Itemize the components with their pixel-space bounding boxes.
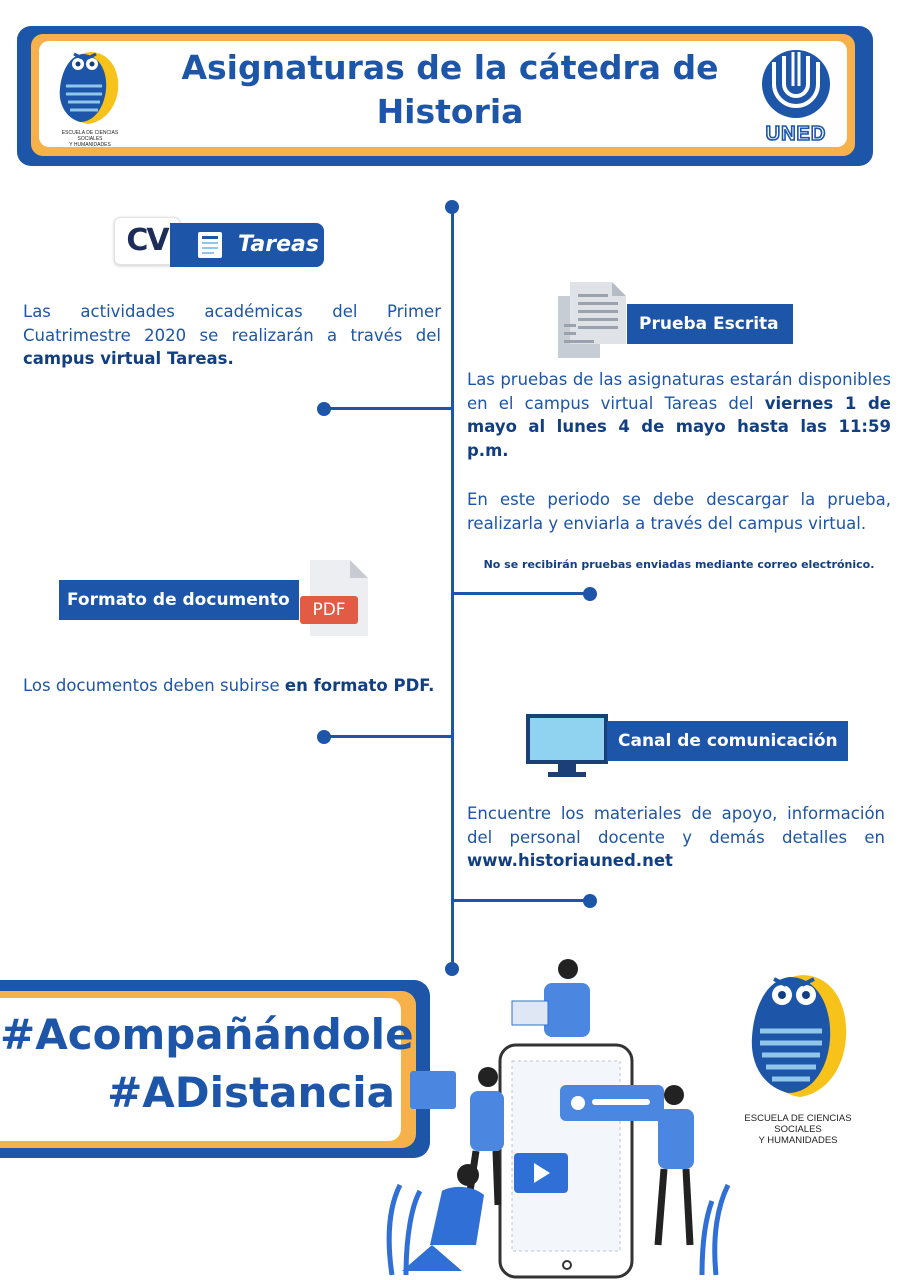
branch-formato-dot xyxy=(317,730,331,744)
left-logo-caption-line2: Y HUMANIDADES xyxy=(69,142,111,148)
people-phone-illustration xyxy=(372,955,752,1280)
footer-owl-logo-icon xyxy=(738,965,858,1105)
owl-logo-icon xyxy=(52,46,128,128)
footer-logo-caption-line2: Y HUMANIDADES xyxy=(758,1135,838,1146)
canal-link-text: www.historiauned.net xyxy=(467,851,673,870)
tareas-text-bold: campus virtual Tareas. xyxy=(23,349,234,368)
timeline-top-dot xyxy=(445,200,459,214)
footer-logo-caption-line1: ESCUELA DE CIENCIAS SOCIALES xyxy=(744,1113,852,1135)
tareas-paragraph xyxy=(23,300,441,371)
timeline-axis xyxy=(451,207,454,970)
prueba-escrita-label: Prueba Escrita xyxy=(627,304,793,344)
prueba-text: Las pruebas de las asignaturas estarán disponibles en el campus virtual Tareas del xyxy=(467,370,891,413)
formato-documento-label: Formato de documento xyxy=(59,580,299,620)
branch-prueba xyxy=(453,592,589,595)
document-icon xyxy=(556,280,628,360)
branch-tareas xyxy=(324,407,452,410)
formato-paragraph xyxy=(23,674,453,698)
canal-comunicacion-label: Canal de comunicación xyxy=(607,721,848,761)
branch-formato xyxy=(324,735,452,738)
footer-logo-caption xyxy=(736,1113,860,1146)
cv-logo-text: CV xyxy=(126,223,168,258)
monitor-icon xyxy=(524,712,610,780)
formato-text: Los documentos deben subirse xyxy=(23,676,285,695)
branch-canal xyxy=(453,899,589,902)
branch-tareas-dot xyxy=(317,402,331,416)
tareas-logo-label: Tareas xyxy=(238,232,319,257)
prueba-text-bold: viernes 1 de mayo al lunes 4 de mayo hasta las 11:59 p.m. xyxy=(467,393,891,460)
prueba-paragraph-2: En este periodo se debe descargar la prueba, realizarla y enviarla a través del campus virtual. xyxy=(467,490,891,533)
prueba-note: No se recibirán pruebas enviadas mediante correo electrónico. xyxy=(483,558,875,571)
left-logo-caption-line1: ESCUELA DE CIENCIAS SOCIALES xyxy=(61,130,119,142)
notebook-icon xyxy=(194,228,228,262)
left-logo-caption xyxy=(52,130,128,148)
prueba-paragraph-1 xyxy=(467,368,891,462)
page-title xyxy=(160,46,740,134)
page-title-line1: Asignaturas de la cátedra de xyxy=(181,48,719,87)
branch-canal-dot xyxy=(583,894,597,908)
formato-text-bold: en formato PDF. xyxy=(284,676,435,695)
uned-logo-text: UNED xyxy=(765,123,827,145)
hashtag-adistancia: #ADistancia xyxy=(107,1068,395,1117)
branch-prueba-dot xyxy=(583,587,597,601)
canal-paragraph xyxy=(467,802,885,873)
canal-text: Encuentre los materiales de apoyo, información del personal docente y demás detalles en xyxy=(467,804,885,847)
tareas-text: Las actividades académicas del Primer Cuatrimestre 2020 se realizarán a través del xyxy=(23,302,441,345)
page-title-line2: Historia xyxy=(376,92,524,131)
uned-logo-icon xyxy=(760,48,832,120)
pdf-badge-text: PDF xyxy=(312,600,346,620)
hashtag-acompanandole: #Acompañándole xyxy=(0,1010,414,1059)
